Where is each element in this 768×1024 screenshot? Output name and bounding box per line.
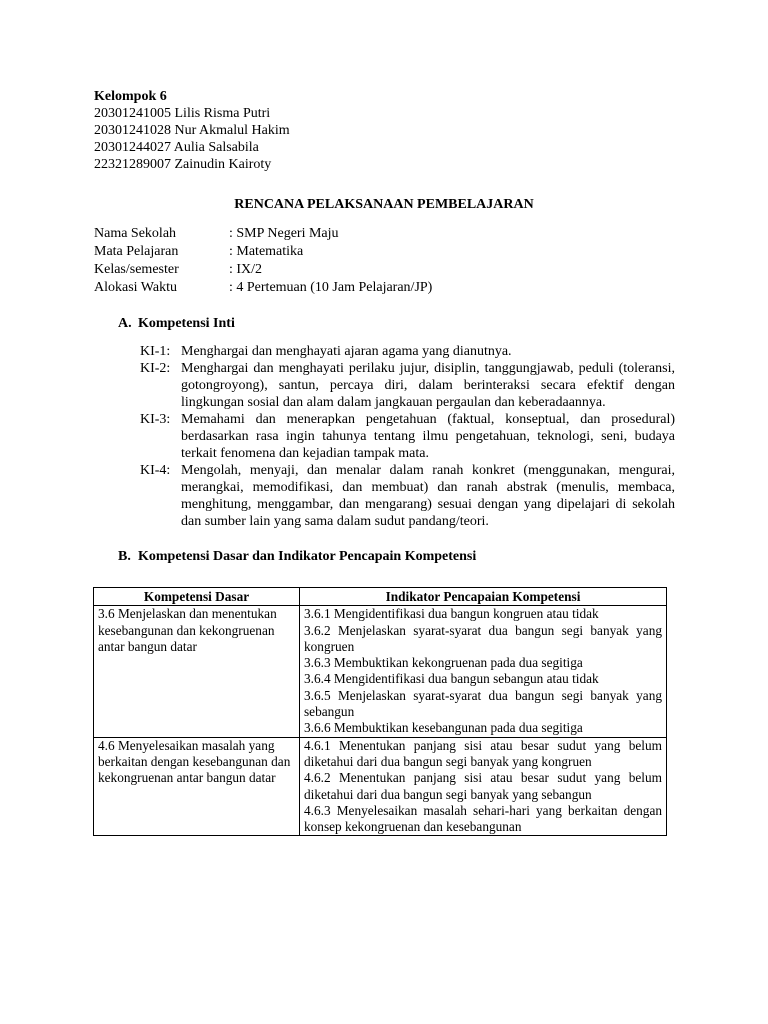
kd-cell: 3.6 Menjelaskan dan menentukan kesebangunan dan kekongruenan antar bangun datar [94,606,300,737]
info-row [94,243,432,261]
info-label: Nama Sekolah [94,226,177,241]
info-value: : 4 Pertemuan (10 Jam Pelajaran/JP) [229,280,433,295]
info-row [94,279,432,297]
kd-cell: 4.6 Menyelesaikan masalah yang berkaitan dengan kesebangunan dan kekongruenan antar bangun datar [94,737,300,836]
indicator-item: 3.6.6 Membuktikan kesebangunan pada dua segitiga [304,720,583,736]
indicator-item: 4.6.3 Menyelesaikan masalah sehari-hari yang berkaitan dengan konsep kekongruenan dan kesebangunan [304,802,662,835]
indicator-item: 3.6.5 Menjelaskan syarat-syarat dua bangun segi banyak yang sebangun [304,687,662,720]
group-member: 20301241028 Nur Akmalul Hakim [94,123,290,138]
ki-item [140,462,675,530]
table-header-row [94,588,667,606]
section-a-heading [118,315,235,332]
indicator-item: 3.6.1 Mengidentifikasi dua bangun kongruen atau tidak [304,606,599,622]
info-value: : Matematika [229,244,304,259]
indicator-item: 3.6.3 Membuktikan kekongruenan pada dua segitiga [304,655,583,671]
info-value: : SMP Negeri Maju [229,226,339,241]
ki-text: Memahami dan menerapkan pengetahuan (faktual, konseptual, dan prosedural) berdasarkan rasa ingin tahunya tentang ilmu pengetahuan, teknologi, seni, budaya terkait fenomena dan kejadian tampak mata. [181,412,675,461]
document-title: RENCANA PELAKSANAAN PEMBELAJARAN [234,197,534,212]
info-row [94,261,432,279]
section-letter: A. [118,316,132,331]
ki-label: KI-2: [140,361,171,376]
table-header-kd: Kompetensi Dasar [94,588,300,606]
group-member: 22321289007 Zainudin Kairoty [94,157,272,172]
ki-label: KI-1: [140,344,171,359]
indicator-cell [300,737,667,836]
section-title: Kompetensi Dasar dan Indikator Pencapain Kompetensi [138,549,477,564]
info-value: : IX/2 [229,262,263,277]
ki-text: Menghargai dan menghayati ajaran agama yang dianutnya. [181,344,512,359]
info-label: Mata Pelajaran [94,244,179,259]
ki-item [140,360,675,411]
info-label: Kelas/semester [94,262,179,277]
ki-list [140,343,675,530]
ki-text: Mengolah, menyaji, dan menalar dalam ranah konkret (menggunakan, mengurai, merangkai, memodifikasi, dan membuat) dan ranah abstrak (menulis, membaca, menghitung, menggambar, dan mengarang) sesuai dengan yang dipelajari di sekolah dan sumber lain yang sama dalam sudut pandang/teori. [181,463,675,529]
info-block [94,225,432,297]
table-header-indicator: Indikator Pencapaian Kompetensi [300,588,667,606]
ki-text: Menghargai dan menghayati perilaku jujur, disiplin, tanggungjawab, peduli (toleransi, gotongroyong), santun, percaya diri, dalam berinteraksi secara efektif dengan lingkungan sosial dan alam dalam jangkauan pergaulan dan keberadaannya. [181,361,675,410]
indicator-item: 4.6.2 Menentukan panjang sisi atau besar sudut yang belum diketahui dari dua bangun segi banyak yang sebangun [304,770,662,802]
group-member: 20301241005 Lilis Risma Putri [94,106,271,121]
table-row [94,606,667,737]
ki-item [140,343,675,360]
group-member: 20301244027 Aulia Salsabila [94,140,259,155]
indicator-cell [300,606,667,737]
info-row [94,225,432,243]
ki-label: KI-4: [140,463,171,478]
ki-label: KI-3: [140,412,171,427]
table-row [94,737,667,836]
section-b-heading [118,548,476,565]
indicator-item: 3.6.2 Menjelaskan syarat-syarat dua bangun segi banyak yang kongruen [304,622,662,654]
indicator-item: 4.6.1 Menentukan panjang sisi atau besar sudut yang belum diketahui dari dua bangun segi banyak yang kongruen [304,737,662,769]
section-letter: B. [118,549,131,564]
group-block [94,88,290,173]
indicator-item: 3.6.4 Mengidentifikasi dua bangun sebangun atau tidak [304,671,599,687]
ki-item [140,411,675,462]
group-title: Kelompok 6 [94,89,167,104]
section-title: Kompetensi Inti [138,316,235,331]
competency-table [93,587,667,836]
info-label: Alokasi Waktu [94,280,177,295]
